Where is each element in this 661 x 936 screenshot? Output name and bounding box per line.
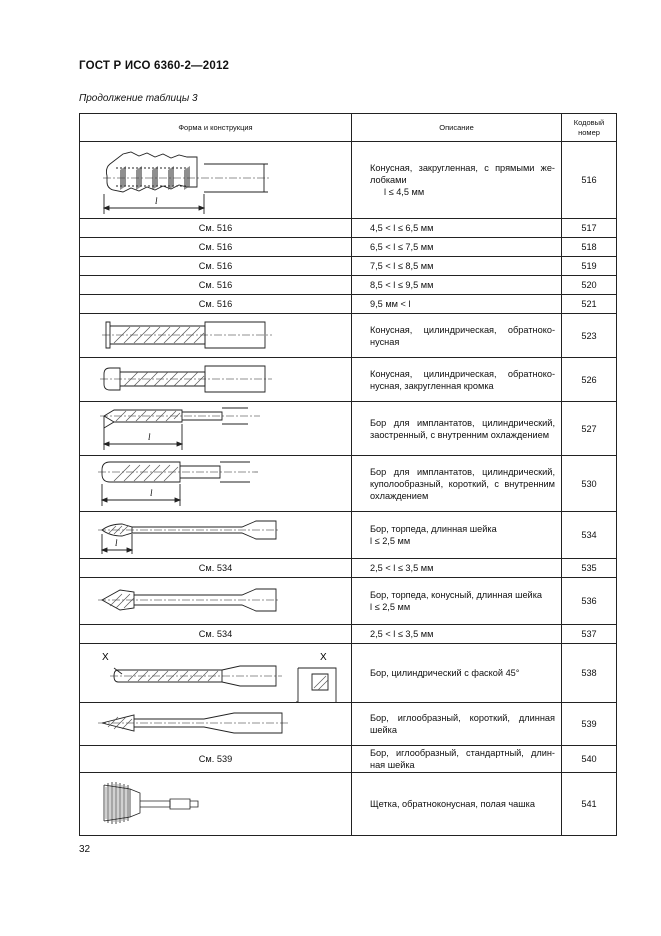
form-reference: См. 516: [80, 257, 352, 276]
table-continuation-caption: Продолжение таблицы 3: [79, 93, 198, 104]
description-cell: Бор, торпеда, длинная шейка l ≤ 2,5 мм: [352, 512, 562, 559]
description-cell: 2,5 < l ≤ 3,5 мм: [352, 559, 562, 578]
description-cell: Конусная, закругленная, с прямыми же-лобками l ≤ 4,5 мм: [352, 142, 562, 219]
needle-bur-figure: [80, 703, 351, 745]
figure-cell: [80, 512, 352, 559]
code-cell: 521: [562, 295, 617, 314]
table-row: [80, 276, 617, 295]
code-cell: 516: [562, 142, 617, 219]
form-reference: См. 516: [80, 276, 352, 295]
table-row: [80, 703, 617, 746]
description-cell: Бор, цилиндрический с фаской 45°: [352, 644, 562, 703]
section-marker: X: [320, 652, 327, 663]
figure-cell: [80, 703, 352, 746]
form-reference: См. 516: [80, 219, 352, 238]
table-row: [80, 402, 617, 456]
dimension-label: l: [155, 196, 158, 206]
dimension-label: l: [150, 488, 153, 498]
description-cell: Бор для имплантатов, цилиндрический, куполообразный, короткий, с внутренним охлаждением: [352, 456, 562, 512]
code-cell: 538: [562, 644, 617, 703]
code-cell: 527: [562, 402, 617, 456]
code-cell: 530: [562, 456, 617, 512]
description-cell: Щетка, обратноконусная, полая чашка: [352, 773, 562, 836]
description-cell: 2,5 < l ≤ 3,5 мм: [352, 625, 562, 644]
form-reference: См. 516: [80, 295, 352, 314]
code-cell: 519: [562, 257, 617, 276]
form-reference: См. 516: [80, 238, 352, 257]
column-header-form: Форма и конструкция: [80, 114, 352, 142]
bur-cylindrical-figure: [80, 314, 351, 357]
code-cell: 517: [562, 219, 617, 238]
table-row: [80, 142, 617, 219]
figure-cell: [80, 358, 352, 402]
torpedo-conical-bur-figure: [80, 578, 351, 624]
form-reference: См. 539: [80, 746, 352, 773]
code-cell: 523: [562, 314, 617, 358]
figure-cell: [80, 578, 352, 625]
document-title: ГОСТ Р ИСО 6360-2—2012: [79, 60, 230, 72]
figure-cell: [80, 314, 352, 358]
table-row: [80, 559, 617, 578]
description-cell: Бор, иглообразный, короткий, длинная шейка: [352, 703, 562, 746]
description-cell: 7,5 < l ≤ 8,5 мм: [352, 257, 562, 276]
code-cell: 541: [562, 773, 617, 836]
code-cell: 526: [562, 358, 617, 402]
code-cell: 518: [562, 238, 617, 257]
table-row: [80, 238, 617, 257]
implant-bur-domed-figure: [80, 456, 351, 511]
table-row: [80, 257, 617, 276]
implant-bur-pointed-figure: [80, 402, 351, 455]
dimension-label: l: [148, 432, 151, 442]
description-cell: 4,5 < l ≤ 6,5 мм: [352, 219, 562, 238]
code-cell: 537: [562, 625, 617, 644]
description-cell: Конусная, цилиндрическая, обратноко-нусная: [352, 314, 562, 358]
torpedo-bur-figure: [80, 512, 351, 558]
figure-cell: [80, 142, 352, 219]
figure-cell: [80, 402, 352, 456]
description-cell: 9,5 мм < l: [352, 295, 562, 314]
bur-rounded-edge-figure: [80, 358, 351, 401]
table-row: [80, 512, 617, 559]
bur-chamfer-45-figure: [80, 644, 351, 702]
description-cell: Конусная, цилиндрическая, обратноко-нусная, закругленная кромка: [352, 358, 562, 402]
table-row: [80, 746, 617, 773]
table-row: [80, 644, 617, 703]
table-row: [80, 625, 617, 644]
figure-cell: [80, 773, 352, 836]
code-cell: 535: [562, 559, 617, 578]
instrument-table: [79, 113, 617, 836]
code-cell: 539: [562, 703, 617, 746]
description-cell: Бор для имплантатов, цилиндрический, заостренный, с внутренним охлаждением: [352, 402, 562, 456]
form-reference: См. 534: [80, 625, 352, 644]
description-cell: Бор, торпеда, конусный, длинная шейка l ≤ 2,5 мм: [352, 578, 562, 625]
table-row: [80, 456, 617, 512]
figure-cell: [80, 644, 352, 703]
description-cell: Бор, иглообразный, стандартный, длин-ная шейка: [352, 746, 562, 773]
table-row: [80, 219, 617, 238]
section-marker: X: [102, 652, 109, 663]
code-cell: 536: [562, 578, 617, 625]
brush-cup-figure: [80, 773, 351, 835]
table-row: [80, 358, 617, 402]
table-row: [80, 578, 617, 625]
dimension-label: l: [115, 538, 118, 548]
description-cell: 8,5 < l ≤ 9,5 мм: [352, 276, 562, 295]
table-row: [80, 773, 617, 836]
form-reference: См. 534: [80, 559, 352, 578]
table-row: [80, 295, 617, 314]
bur-conical-grooved-figure: [80, 142, 351, 218]
table-row: [80, 314, 617, 358]
page-number: 32: [79, 844, 91, 855]
column-header-description: Описание: [352, 114, 562, 142]
code-cell: 540: [562, 746, 617, 773]
code-cell: 534: [562, 512, 617, 559]
description-cell: 6,5 < l ≤ 7,5 мм: [352, 238, 562, 257]
code-cell: 520: [562, 276, 617, 295]
column-header-code: Кодовый номер: [562, 114, 617, 142]
table-header-row: [80, 114, 617, 142]
figure-cell: [80, 456, 352, 512]
